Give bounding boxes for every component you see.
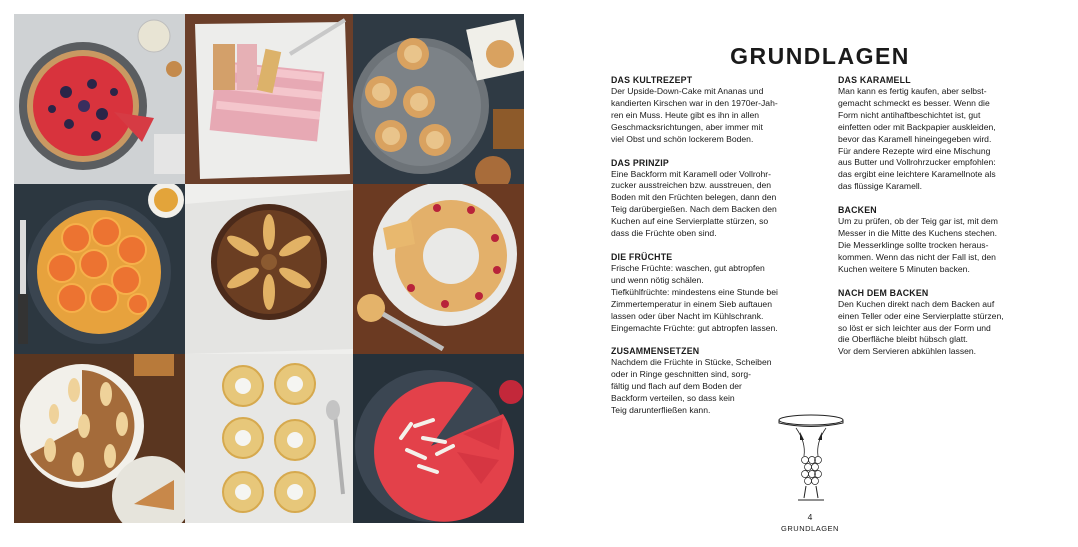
- pineapple-rings-photo: [185, 354, 353, 523]
- section-body: Den Kuchen direkt nach dem Backen auf einen Teller oder eine Servierplatte stürzen, so löst er sich leichter aus der Form und die Oberfläche bleibt hübsch glatt. Vor dem Servieren abkühlen lassen.: [838, 298, 1004, 357]
- apple-cake-photo: [14, 354, 185, 523]
- section-heading: ZUSAMMENSETZEN: [611, 346, 700, 357]
- section-backen: [838, 204, 1044, 276]
- section-prinzip: [611, 157, 821, 240]
- section-body: Eine Backform mit Karamell oder Vollrohr- zucker ausstreichen bzw. ausstreuen, den Boden mit den Früchten belegen, dann den Teig darübergießen. Nach dem Backen den Kuchen auf eine Servierplatte stürzen, so dass die Früchte oben sind.: [611, 168, 777, 239]
- ring-cake-photo: [353, 184, 524, 354]
- section-body: Um zu prüfen, ob der Teig gar ist, mit dem Messer in die Mitte des Kuchens stechen. Die Messerklinge sollte trocken heraus- kommen. Wenn das nicht der Fall ist, den Kuchen weitere 5 Minuten backen.: [838, 216, 998, 274]
- page-number: 4: [807, 512, 813, 522]
- cake-stand-illustration: [776, 412, 846, 504]
- watermelon-coconut-cake-photo: [353, 354, 524, 523]
- section-heading: DIE FRÜCHTE: [611, 251, 673, 262]
- right-text-column: [838, 74, 1044, 369]
- section-nach-dem-backen: [838, 287, 1044, 359]
- photo-grid: [14, 14, 524, 523]
- rhubarb-slices-photo: [185, 14, 353, 184]
- section-body: Man kann es fertig kaufen, aber selbst- gemacht schmeckt es besser. Wenn die Form nicht antihaftbeschichtet ist, gut einfetten oder mit Backpapier auskleiden, bevor das Karamell hineingegeben wird. Für andere Rezepte wird eine Mischung aus Butter und Vollrohrzucker empfohlen: das ergibt eine leichtere Karamellnote als das flüssige Karamell.: [838, 86, 996, 192]
- section-heading: DAS KARAMELL: [838, 75, 911, 85]
- section-heading: NACH DEM BACKEN: [838, 287, 929, 298]
- section-body: Nachdem die Früchte in Stücke, Scheiben oder in Ringe geschnitten sind, sorg- fältig und flach auf dem Boden der Backform verteilen, so dass kein Teig darunterfließen kann.: [611, 357, 772, 416]
- section-body: Frische Früchte: waschen, gut abtropfen und wenn nötig schälen. Tiefkühlfrüchte: mindestens eine Stunde bei Zimmertemperatur in einem Sieb auftauen lassen oder über Nacht im Kühlschrank. Eingemachte Früchte: gut abtropfen lassen.: [611, 262, 778, 333]
- section-heading: BACKEN: [838, 205, 877, 216]
- section-fruechte: [611, 251, 821, 334]
- section-heading: DAS PRINZIP: [611, 157, 669, 168]
- page-title: GRUNDLAGEN: [730, 43, 910, 70]
- section-heading: DAS KULTREZEPT: [611, 75, 693, 85]
- section-zusammensetzen: [611, 345, 821, 417]
- mini-cakes-photo: [353, 14, 524, 184]
- berry-cake-photo: [14, 14, 185, 184]
- running-footer: GRUNDLAGEN: [781, 524, 839, 533]
- section-karamell: [838, 74, 1044, 193]
- orange-cake-photo: [14, 184, 185, 354]
- section-kultrezept: [611, 74, 821, 146]
- section-body: Der Upside-Down-Cake mit Ananas und kandierten Kirschen war in den 1970er-Jah- ren ein Muss. Heute gibt es ihn in allen Geschmacksrichtungen, aber immer mit viel Obst und schön lockerem Boden.: [611, 86, 778, 144]
- pear-hazelnut-cake-photo: [185, 184, 353, 354]
- left-text-column: [611, 74, 821, 428]
